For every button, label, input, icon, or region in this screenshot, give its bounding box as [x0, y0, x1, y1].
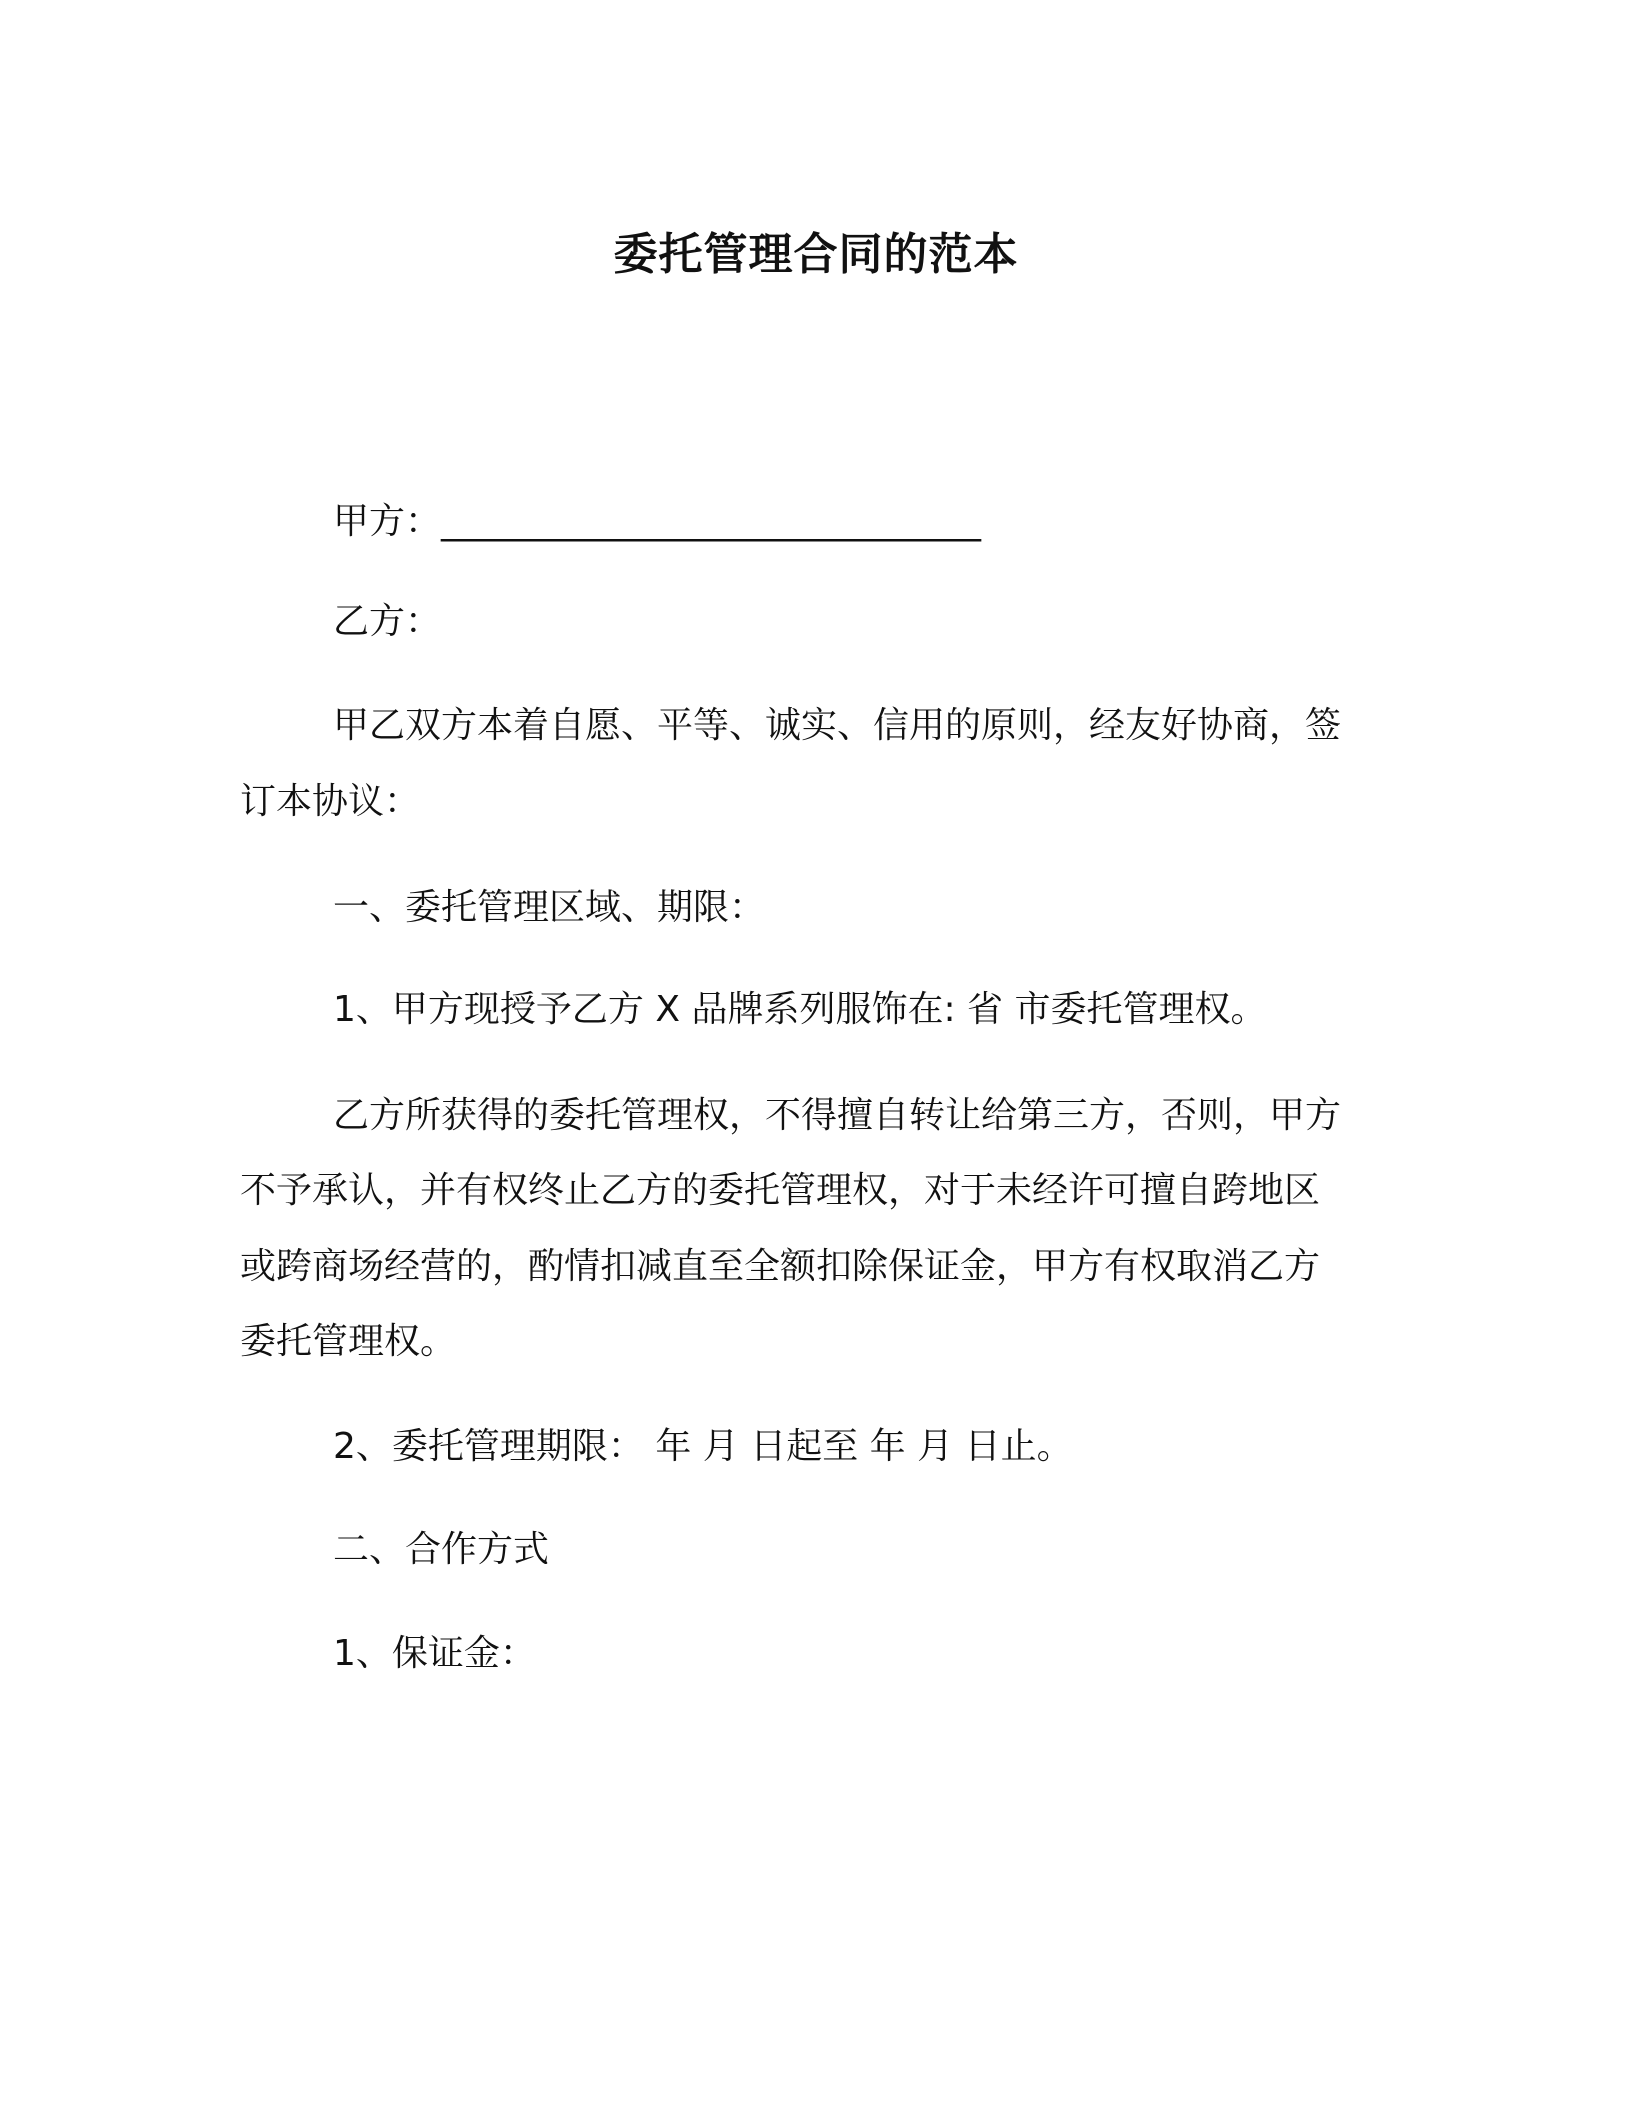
section-2-heading: 二、合作方式	[333, 1529, 550, 1570]
clause-1-paragraph-line-3: 或跨商场经营的，酌情扣减直至全额扣除保证金，甲方有权取消乙方	[240, 1246, 1321, 1287]
section-1-heading: 一、委托管理区域、期限：	[333, 887, 766, 928]
clause-2-1: 1、保证金：	[333, 1633, 536, 1674]
clause-1-paragraph-line-2: 不予承认，并有权终止乙方的委托管理权，对于未经许可擅自跨地区	[240, 1170, 1321, 1211]
intro-line-2: 订本协议：	[240, 781, 421, 822]
clause-1-paragraph-line-4: 委托管理权。	[240, 1321, 457, 1362]
intro-line-1: 甲乙双方本着自愿、平等、诚实、信用的原则，经友好协商，签	[333, 705, 1342, 746]
clause-1-paragraph-line-1: 乙方所获得的委托管理权，不得擅自转让给第三方，否则，甲方	[333, 1095, 1342, 1136]
clause-1-2: 2、委托管理期限： 年 月 日起至 年 月 日止。	[333, 1426, 1073, 1467]
clause-1-1: 1、甲方现授予乙方 X 品牌系列服饰在: 省 市委托管理权。	[333, 989, 1267, 1030]
party-a-line: 甲方：______________________________	[333, 501, 982, 542]
party-b-line: 乙方：	[333, 601, 442, 642]
page-title: 委托管理合同的范本	[613, 229, 1019, 280]
